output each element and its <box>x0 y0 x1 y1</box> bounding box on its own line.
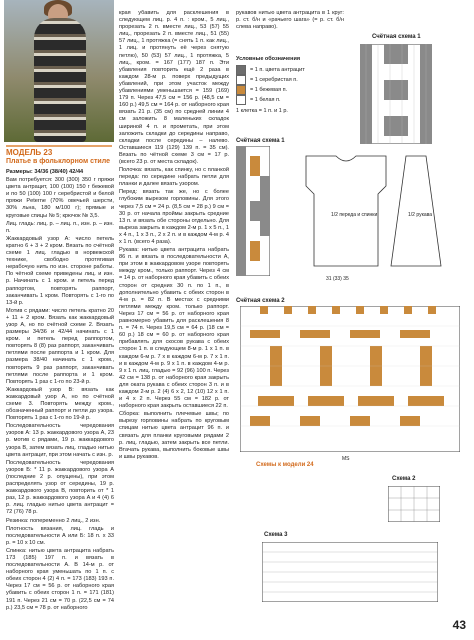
paragraph: Последовательность чередования узоров Б: * 11 р. жаккардового узора А (последние 2 р. опущены), при этом распределять узор от середины, 19 р. жаккардового узора В, повторить от * 1 раз, 12 р. жаккардового узора А и 4 (4) 6 р. лиц. гладью нитью цвета антрацит = 72 (76) 78 р. <box>6 459 114 516</box>
chart2-title: Счётная схема 2 <box>236 298 285 304</box>
chart2-ms: MS <box>342 456 350 462</box>
model-photo <box>4 0 114 142</box>
scheme2-grid <box>388 486 440 522</box>
chart1-title: Счётная схема 1 <box>372 34 421 40</box>
paragraph: Рукава: нитью цвета антрацита набрать 86 п. и вязать в последовательности А, при этом в жаккардовом узоре повторять между кром., только раппорт. Через 4 см = 14 р. от наборного края убавить с обеих сторон от средних 30 п. по 1 п., в дополнительно убавить с обеих сторон в 4-м р. = 82 п. В местах с средними петлями между кром. только раппорт. Через 17 см = 56 р. от наборного края равномерно убавить для расклешения 8 п. = 74 п. Через 19,5 см = 64 р. (18 см = 60 р.) 18 см = 60 р. от наборного края прибавлять для скосов рукава с обеих сторон 1 п. в следующем 8-м р. 1 х 1 п. в каждом 6-м р. 7 х в каждом 6-м р. 7 х 1 п. и в каждом 4-м р. 9 х 1 п. в каждом 4-м р. 9 х 1 п. лиц. гладью = 92 (96) 100 п. Через 42 см = 138 р. от наборного края закрыть для оката рукава с обеих сторон 3 п. и в каждом 2-м р. 2 (4) 6 х 2, 12 (10) 12 х 1 п. и 4 х 2 п. Через 55 см = 182 р. от наборного края закрыть оставшиеся 22 п. <box>119 247 229 410</box>
scheme3-grid <box>262 542 438 602</box>
diagram-label-front: 1/2 переда и спинки <box>331 212 378 218</box>
legend-item: = 1 п. цвета антрацит <box>236 65 305 75</box>
legend-item: = 1 серебристая п. <box>236 75 305 85</box>
legend <box>236 56 305 114</box>
diagram-label-sleeve: 1/2 рукава <box>408 212 433 218</box>
paragraph: края убавить для расклешения в следующем лиц. р. 4 п. : кром., 5 лиц., прорезать 2 п. вместе лиц., 53 (57) 55 лиц., прорезать 2 п. вместе лиц., 51 (55) 57 лиц., 1 протяжка (= снять 1 п. как лиц., 1 лиц. и протянуть её через снятую петлю), 50 (53) 57 лиц., 1 протяжка, 5 лиц., кром. = 167 (177) 187 п. Эти убавления повторить ещё 2 раза в каждом 28-м р. поверх предыдущих убавлений, при этом участок между убавлениями уменьшается = 159 (169) 179 п. Через 47,5 см = 156 р. (48,5 см = 160 р.) 49,5 см = 164 р. от наборного края вязать 21 р. (35 см) по средней линии 4 см заложить 8 маленьких складок шириной 4 п. и прометать, при этом заложить складки до середины направо, складки после середины – налево. Оставшиеся 119 (129) 139 п. = 35 см). Вязать по чётной схеме 3 см = 17 р. (всего 23 р. от места складок). <box>119 10 229 165</box>
page-number: 43 <box>452 618 466 632</box>
scheme3-title: Схема 3 <box>264 532 288 538</box>
paragraph: Перед: вязать так же, но с более глубоким вырезом горловины. Для этого через 7,5 см = 24 р. (8,5 см = 28 р.) 9 см = 30 р. от начала проймы закрыть средние 13 п. и вязать обе стороны отдельно. Для выреза закрыть в каждом 2-м р. 1 х 5 п., 1 х 4 п., 1 х 3 п., 2 х 2 п. и в каждом 4-м р. 4 х 1 п. (всего 4 раза). <box>119 189 229 245</box>
chart-small-title: Счётная схема 1 <box>236 138 285 144</box>
paragraph: Резинка: попеременно 2 лиц., 2 изн. <box>6 517 101 524</box>
text-column-1 <box>6 169 114 613</box>
text-column-2 <box>119 10 229 636</box>
diagram-dim: 31 (33) 35 <box>326 276 349 282</box>
text-column-3-top <box>236 10 344 32</box>
paragraph: Полочка: вязать, как спинку, но с планкой переда: по середине набрать петли для планки и далее вязать узором. <box>119 167 229 188</box>
paragraph: Плотность вязания, лиц. гладь и последовательности А или Б: 18 п. х 33 р. = 10 х 10 см. <box>6 525 114 546</box>
chart1-grid <box>360 44 432 144</box>
model-title: МОДЕЛЬ 23 <box>6 148 53 157</box>
paragraph: Лиц. гладь: лиц. р. – лиц. п., изн. р. – изн. п. <box>6 220 114 234</box>
legend-footnote: 1 клетка = 1 п. и 1 р. <box>236 108 288 114</box>
paragraph: Вам потребуется: 300 (300) 350 г пряжи цвета антрацит, 100 (100) 150 г бежевой и по 50 (100) 100 г серебристой и белой пряжи Peterne (70% овечьей шерсти, 30% льна, 180 м/100 г); прямые и круговые спицы № 5; крючок № 3,5. <box>6 177 114 219</box>
paragraph: Размеры: 34/36 (38/40) 42/44 <box>6 169 84 175</box>
model-subtitle: Платье в фольклорном стиле <box>6 158 110 165</box>
scheme2-title: Схема 2 <box>392 476 416 482</box>
model-dress <box>34 18 86 142</box>
legend-item: = 1 белая п. <box>236 95 305 105</box>
paragraph: Жаккардовый узор В: вязать как жаккардовый узор А, но по счётной схеме 3. Повторять между кром., обозначенный раппорт и петли до узора. Повторять 1 раз с 1-го по 19-й р. <box>6 386 114 422</box>
schemes-title: Схемы к модели 24 <box>256 462 314 468</box>
paragraph: Жаккардовый узор А: число петель кратно 6 + 3 + 2 кром. Вязать по счётной схеме 1 лиц. гладью в норвежской технике, свободно протягивая нерабочую нить по изн. стороне работы. По чётной схеме приведены лиц. и изн. р. Начинать с 1 кром. и петель перед раппортом, повторять раппорт, заканчивать 1 кром. Повторять с 1-го по 13-й р. <box>6 235 114 306</box>
paragraph: Последовательность чередования узоров А: 13 р. жаккардового узора А, 23 р. мотив с рядами, 19 р. жаккардового узора В, затем вязать лиц. гладью нитью цвета антрацит, при этом начать с изн. р. <box>6 423 114 458</box>
garment-diagram <box>276 146 446 286</box>
legend-title: Условные обозначения <box>236 56 301 62</box>
paragraph: Спинка: нитью цвета антрацита набрать 173 (185) 197 п. и вязать в последовательности А. В 14-м р. от наборного края уменьшать по 1 п. с обеих сторон 4 (2) 4 п. = 173 (183) 193 п. Через 17 см = 56 р. от наборного края убавить с обеих сторон 1 п. = 171 (181) 191 п. Через 21 см = 70 р. (22,5 см = 74 р.) 23,5 см = 78 р. от наборного <box>6 547 114 611</box>
paragraph: Мотив с рядами: число петель кратно 20 + 11 + 2 кром. Вязать как жаккардовый узор А, но по счётной схеме 2. Вязать размеры 34/36 и 42/44 начинать с 1 кром. и петель перед раппортом, повторять 8 (8) раз раппорт, заканчивать петлями после раппорта и 1 кром. Для размера 38/40 начинать с 1 кром., повторить 9 раз раппорт, заканчивать петлями после раппорта и 1 кром. Повторять 1 раз с 1-го по 23-й р. <box>6 307 114 385</box>
paragraph: Сборка: выполнить плечевые швы; по вырезу горловины набрать по круговым спицам нитью цвета антрацит 96 п. и связать для планки круговыми рядами 2 р. лиц. гладью, затем закрыть все петли. Втачать рукава, выполнить боковые швы и швы рукавов. <box>119 411 229 460</box>
chart2-grid <box>240 306 460 452</box>
divider <box>6 145 112 147</box>
paragraph: рукавов нитью цвета антрацита в 1 круг: р. ст. б/н и «рачьего шага» (= р. ст. б/н слева направо). <box>236 10 344 31</box>
legend-item: = 1 бежевая п. <box>236 85 305 95</box>
chart-small-grid <box>236 146 270 276</box>
